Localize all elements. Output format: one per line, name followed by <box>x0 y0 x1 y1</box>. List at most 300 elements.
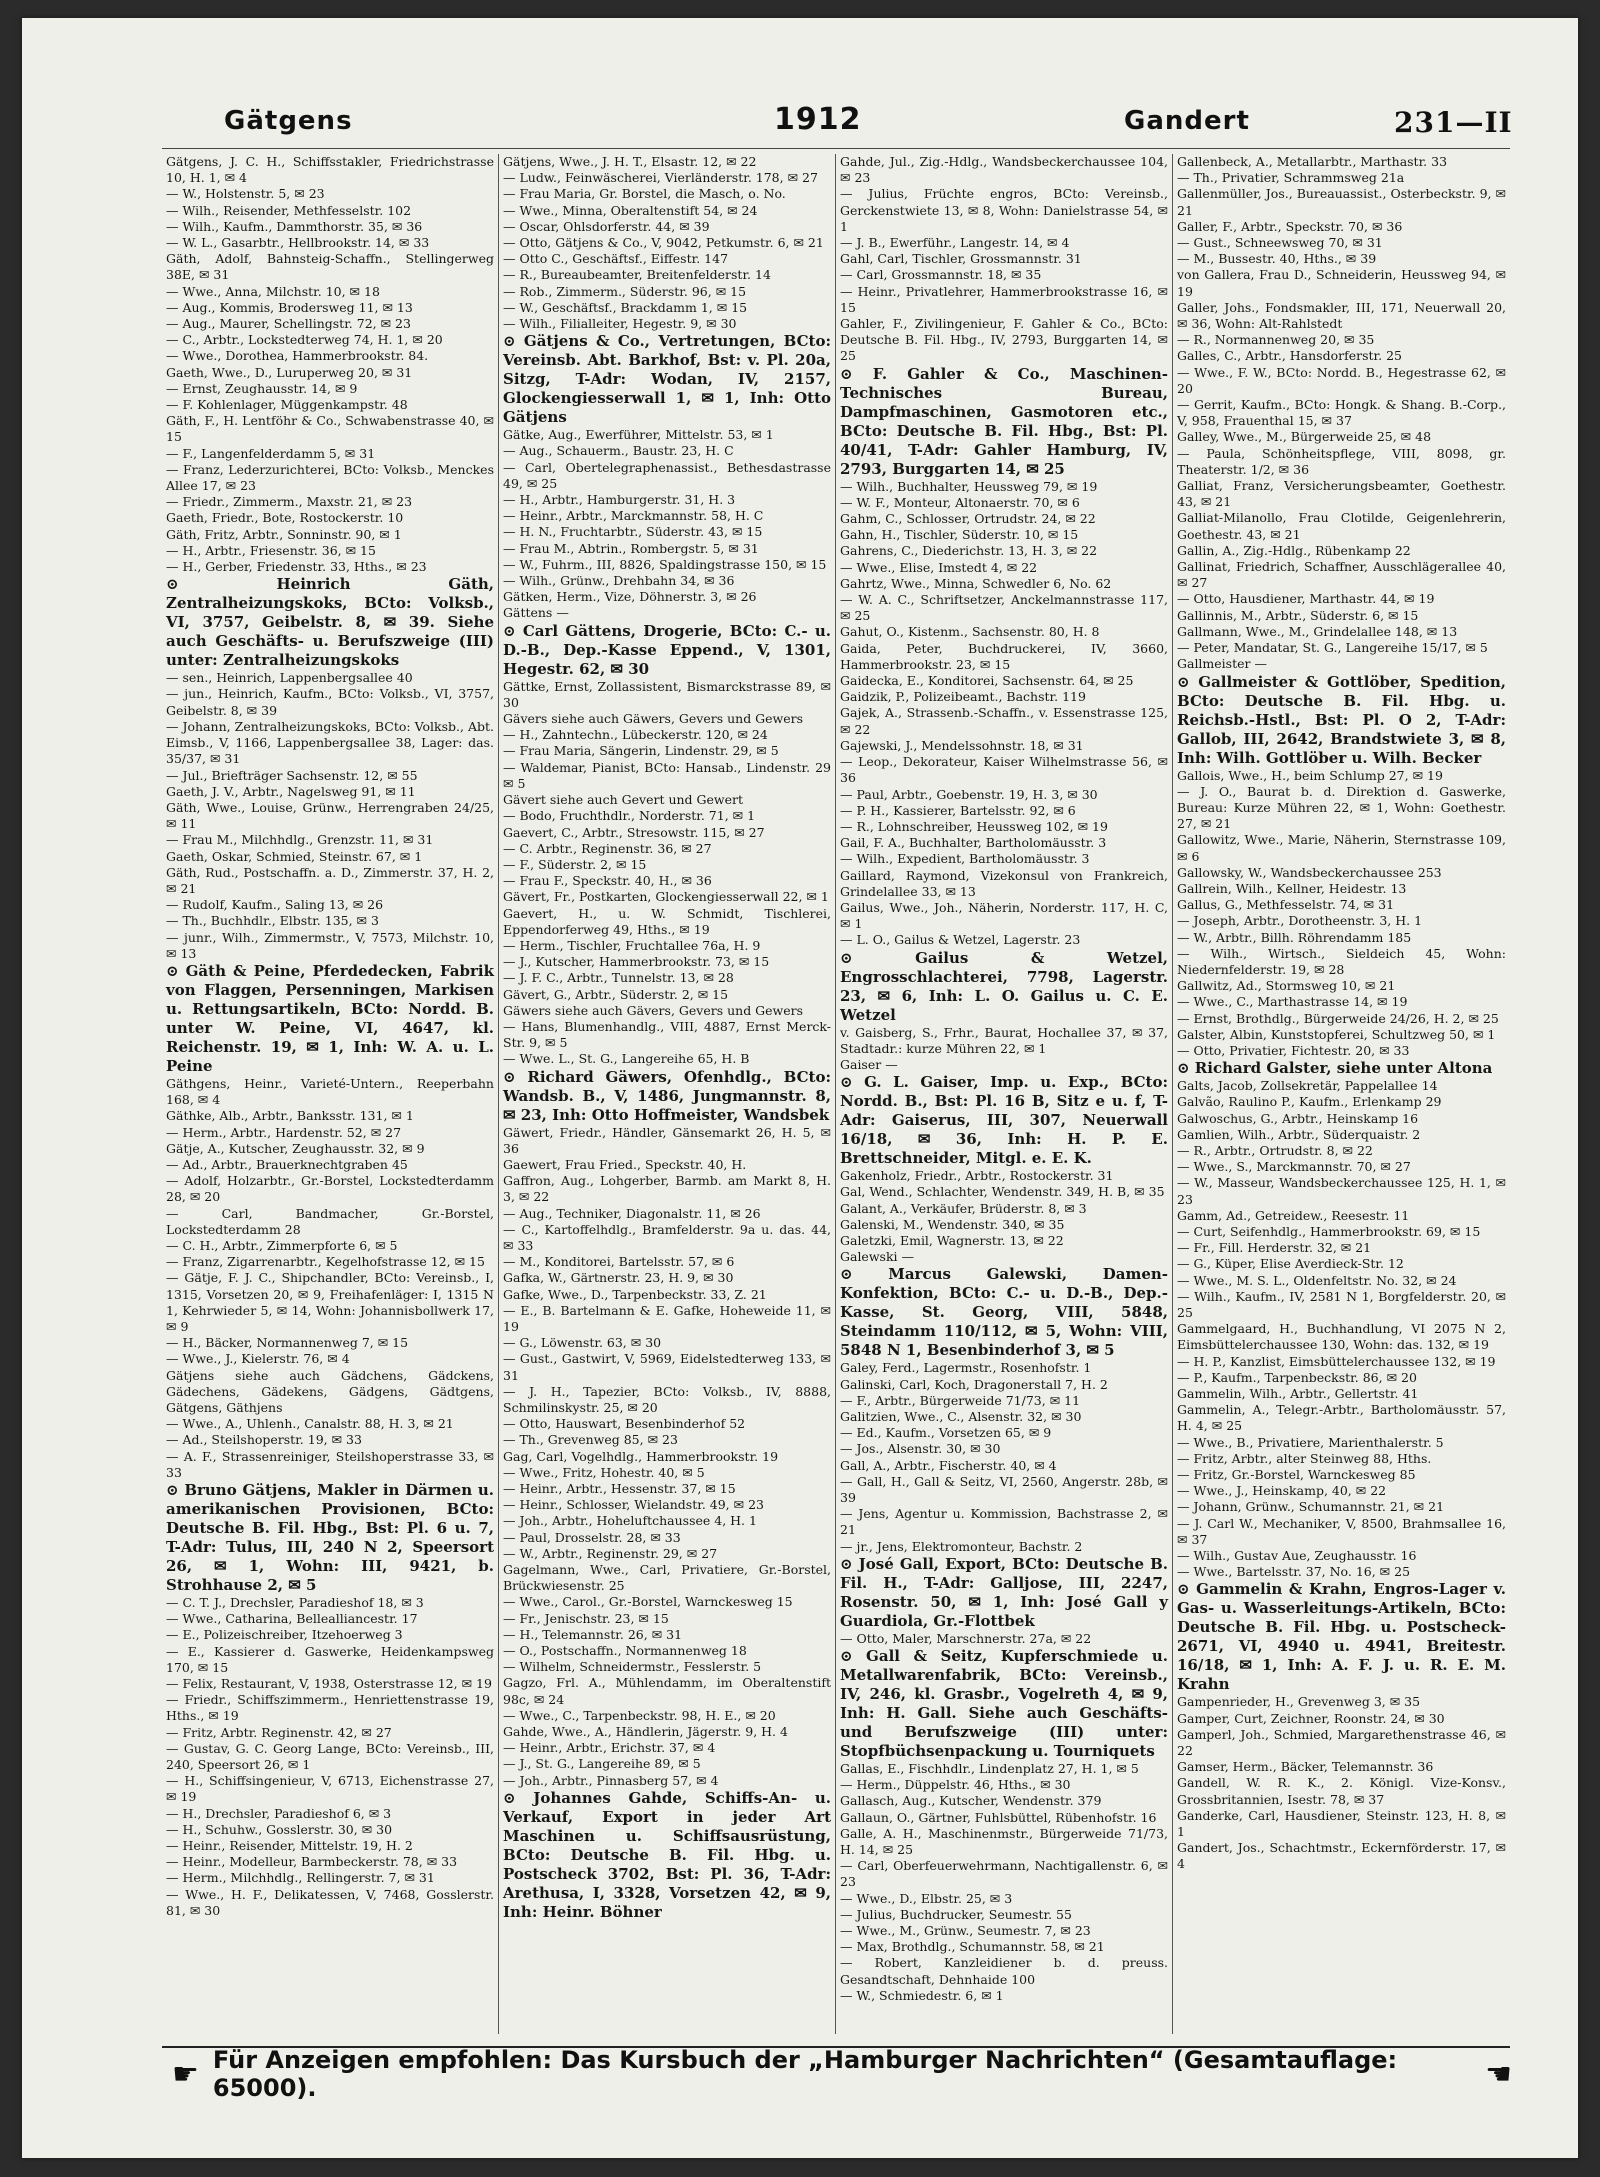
directory-entry: ⊙ Gätjens & Co., Vertretungen, BCto: Vereinsb. Abt. Barkhof, Bst: v. Pl. 20a, Sitzg, T-Adr: Wodan, IV, 2157, Glockengiesserwall 1, ✉ 1, Inh: Otto Gätjens <box>503 332 831 427</box>
directory-entry: Gaffron, Aug., Lohgerber, Barmb. am Markt 8, H. 3, ✉ 22 <box>503 1173 831 1205</box>
directory-entry: — H., Arbtr., Friesenstr. 36, ✉ 15 <box>166 542 376 558</box>
directory-entry: — H., Zahntechn., Lübeckerstr. 120, ✉ 24 <box>503 727 768 743</box>
directory-entry: — Wwe. L., St. G., Langereihe 65, H. B <box>503 1051 750 1067</box>
directory-entry: Gahrtz, Wwe., Minna, Schwedler 6, No. 62 <box>840 575 1112 591</box>
directory-entry: — Franz, Zigarrenarbtr., Kegelhofstrasse 12, ✉ 15 <box>166 1254 485 1270</box>
directory-entry: — Wilhelm, Schneidermstr., Fesslerstr. 5 <box>503 1659 762 1675</box>
directory-entry: — L. O., Gailus & Wetzel, Lagerstr. 23 <box>840 932 1081 948</box>
directory-entry: Gallus, G., Methfesselstr. 74, ✉ 31 <box>1177 897 1395 913</box>
directory-entry: Gäwers siehe auch Gävers, Gevers und Gewers <box>503 1002 804 1018</box>
header-left-word: Gätgens <box>224 106 353 136</box>
directory-entry: Gal, Wend., Schlachter, Wendenstr. 349, H. B, ✉ 35 <box>840 1184 1165 1200</box>
directory-entry: Gallas, E., Fischhdlr., Lindenplatz 27, H. 1, ✉ 5 <box>840 1761 1139 1776</box>
directory-entry: — Fritz, Arbtr. Reginenstr. 42, ✉ 27 <box>166 1724 392 1740</box>
directory-entry: ⊙ Carl Gättens, Drogerie, BCto: C.- u. D.-B., Dep.-Kasse Eppend., V, 1301, Hegestr. 62, ✉ 30 <box>503 621 831 678</box>
directory-entry: — Heinr., Arbtr., Hessenstr. 37, ✉ 15 <box>503 1481 736 1497</box>
directory-entry: — Wwe., C., Marthastrasse 14, ✉ 19 <box>1177 994 1408 1010</box>
directory-entry: ⊙ G. L. Gaiser, Imp. u. Exp., BCto: Nordd. B., Bst: Pl. 16 B, Sitz e u. f, T-Adr: Gaiserus, III, 307, Neuerwall 16/18, ✉ 36, Inh: H. P. E. Brettschneider, Mitgl. e. E. K. <box>840 1073 1168 1168</box>
footer-text: Für Anzeigen empfohlen: Das Kursbuch der „Hamburger Nachrichten“ (Gesamtauflage: 65000). <box>212 2046 1398 2102</box>
directory-entry: — Johann, Grünw., Schumannstr. 21, ✉ 21 <box>1177 1499 1445 1515</box>
directory-entry: — Otto, Hauswart, Besenbinderhof 52 <box>503 1416 746 1432</box>
directory-entry: — R., Normannenweg 20, ✉ 35 <box>1177 332 1375 348</box>
directory-entry: — Fr., Jenischstr. 23, ✉ 15 <box>503 1610 669 1626</box>
directory-entry: — M., Konditorei, Bartelsstr. 57, ✉ 6 <box>503 1254 735 1270</box>
directory-entry: — E., Polizeischreiber, Itzehoerweg 3 <box>166 1627 403 1643</box>
directory-entry: — Heinr., Arbtr., Marckmannstr. 58, H. C <box>503 508 764 524</box>
directory-entry: — Wwe., H. F., Delikatessen, V, 7468, Gosslerstr. 81, ✉ 30 <box>166 1886 494 1918</box>
directory-entry: — Wilh., Expedient, Bartholomäusstr. 3 <box>840 851 1090 867</box>
directory-entry: — Herm., Arbtr., Hardenstr. 52, ✉ 27 <box>166 1124 402 1140</box>
directory-entry: ⊙ Gäth & Peine, Pferdedecken, Fabrik von Flaggen, Persenningen, Markisen u. Rettungsartikeln, BCto: Nordd. B. unter W. Peine, VI, 4647, kl. Reichenstr. 19, ✉ 1, Inh: W. A. u. L. Peine <box>166 961 494 1075</box>
directory-entry: — Otto, Maler, Marschnerstr. 27a, ✉ 22 <box>840 1630 1092 1646</box>
directory-entry: Gahl, Carl, Tischler, Grossmannstr. 31 <box>840 251 1082 267</box>
directory-entry: Gäth, Wwe., Louise, Grünw., Herrengraben 24/25, ✉ 11 <box>166 799 494 832</box>
directory-entry: Gandell, W. R. K., 2. Königl. Vize-Konsv., Grossbritannien, Isestr. 78, ✉ 37 <box>1177 1775 1506 1807</box>
directory-entry: — P., Kaufm., Tarpenbeckstr. 86, ✉ 20 <box>1177 1369 1417 1385</box>
directory-entry: Gätjens siehe auch Gädchens, Gädckens, Gädechens, Gädekens, Gädgens, Gädtgens, Gätgens, Gäthjens <box>166 1367 494 1415</box>
page-header <box>134 100 1514 146</box>
directory-entry: — J., St. G., Langereihe 89, ✉ 5 <box>503 1756 701 1772</box>
directory-entry: ⊙ Bruno Gätjens, Makler in Därmen u. amerikanischen Provisionen, BCto: Deutsche B. Fil. Hbg., Bst: Pl. 6 u. 7, T-Adr: Tulus, III, 240 N 2, Speersort 26, ✉ 1, Wohn: III, 9421, b. Strohhause 2, ✉ 5 <box>166 1481 494 1595</box>
directory-entry: ⊙ Gall & Seitz, Kupferschmiede u. Metallwarenfabrik, BCto: Vereinsb., IV, 246, kl. Grasbr., Vogelreth 4, ✉ 9, Inh: H. Gall. Siehe auch Geschäfts- und Berufszweige (III) unter: Stopfbüchsenpackung u. Tourniquets <box>840 1647 1168 1760</box>
directory-entry: Gallinat, Friedrich, Schaffner, Ausschlägerallee 40, ✉ 27 <box>1177 559 1506 591</box>
directory-entry: Gallmann, Wwe., M., Grindelallee 148, ✉ 13 <box>1177 623 1458 639</box>
directory-entry: — F., Süderstr. 2, ✉ 15 <box>503 856 647 872</box>
directory-entry: von Gallera, Frau D., Schneiderin, Heussweg 94, ✉ 19 <box>1177 267 1506 299</box>
directory-entry: — Curt, Seifenhdlg., Hammerbrookstr. 69, ✉ 15 <box>1177 1223 1481 1239</box>
directory-entry: — Joh., Arbtr., Pinnasberg 57, ✉ 4 <box>503 1772 719 1788</box>
directory-entry: Gamser, Herm., Bäcker, Telemannstr. 36 <box>1177 1759 1434 1775</box>
directory-entry: Gallowsky, W., Wandsbeckerchaussee 253 <box>1177 864 1442 880</box>
directory-entry: — Jul., Briefträger Sachsenstr. 12, ✉ 55 <box>166 767 418 783</box>
directory-entry: — Wwe., A., Uhlenh., Canalstr. 88, H. 3, ✉ 21 <box>166 1416 454 1432</box>
directory-entry: — Wwe., B., Privatiere, Marienthalerstr. 5 <box>1177 1434 1444 1450</box>
directory-entry: — Joseph, Arbtr., Dorotheenstr. 3, H. 1 <box>1177 913 1423 929</box>
directory-entry: — Wwe., Catharina, Bellealliancestr. 17 <box>166 1611 418 1627</box>
directory-entry: Gallaun, O., Gärtner, Fuhlsbüttel, Rübenhofstr. 16 <box>840 1809 1157 1825</box>
directory-entry: — Adolf, Holzarbtr., Gr.-Borstel, Lockstedterdamm 28, ✉ 20 <box>166 1173 494 1205</box>
page-number: 231—II <box>1394 106 1513 139</box>
directory-entry: — Heinr., Arbtr., Erichstr. 37, ✉ 4 <box>503 1740 716 1756</box>
directory-entry: Galler, F., Arbtr., Speckstr. 70, ✉ 36 <box>1177 218 1403 234</box>
directory-entry: — Wwe., Anna, Milchstr. 10, ✉ 18 <box>166 283 380 299</box>
directory-entry: Gävert, G., Arbtr., Süderstr. 2, ✉ 15 <box>503 986 729 1002</box>
directory-entry: Galant, A., Verkäufer, Brüderstr. 8, ✉ 3 <box>840 1200 1087 1216</box>
directory-entry: — Wwe., D., Elbstr. 25, ✉ 3 <box>840 1890 1013 1906</box>
directory-entry: Gättke, Ernst, Zollassistent, Bismarckstrasse 89, ✉ 30 <box>503 678 831 710</box>
directory-entry: — Heinr., Privatlehrer, Hammerbrookstrasse 16, ✉ 15 <box>840 283 1168 315</box>
directory-entry: Gag, Carl, Vogelhdlg., Hammerbrookstr. 19 <box>503 1448 779 1464</box>
directory-entry: — H., Drechsler, Paradieshof 6, ✉ 3 <box>166 1805 392 1821</box>
directory-entry: Gamper, Curt, Zeichner, Roonstr. 24, ✉ 30 <box>1177 1710 1445 1726</box>
directory-entry: — H., Gerber, Friedenstr. 33, Hths., ✉ 23 <box>166 559 427 575</box>
directory-entry: — H. P., Kanzlist, Eimsbüttelerchaussee 132, ✉ 19 <box>1177 1353 1496 1369</box>
directory-entry: — Wwe., Fritz, Hohestr. 40, ✉ 5 <box>503 1464 705 1480</box>
directory-entry: Gäth, Fritz, Arbtr., Sonninstr. 90, ✉ 1 <box>166 526 402 542</box>
left-page-edge <box>0 0 22 2177</box>
pointing-hand-left-icon: ☚ <box>1485 2056 1512 2092</box>
directory-entry: Gaidzik, P., Polizeibeamt., Bachstr. 119 <box>840 689 1086 705</box>
directory-entry: — Ad., Steilshoperstr. 19, ✉ 33 <box>166 1432 362 1448</box>
directory-entry: — Wwe., C., Tarpenbeckstr. 98, H. E., ✉ 20 <box>503 1707 776 1723</box>
directory-entry: Gagzo, Frl. A., Mühlendamm, im Oberaltenstift 98c, ✉ 24 <box>503 1675 831 1707</box>
directory-entry: Gävert siehe auch Gevert und Gewert <box>503 792 743 808</box>
directory-entry: Gahut, O., Kistenm., Sachsenstr. 80, H. 8 <box>840 624 1100 640</box>
directory-entry: Gammelin, Wilh., Arbtr., Gellertstr. 41 <box>1177 1386 1419 1402</box>
directory-entry: — Peter, Mandatar, St. G., Langereihe 15/17, ✉ 5 <box>1177 640 1488 656</box>
directory-entry: — Otto, Hausdiener, Marthastr. 44, ✉ 19 <box>1177 591 1435 607</box>
directory-entry: — R., Arbtr., Ortrudstr. 8, ✉ 22 <box>1177 1142 1373 1158</box>
directory-entry: — E., Kassierer d. Gaswerke, Heidenkampsweg 170, ✉ 15 <box>166 1643 494 1675</box>
directory-entry: — F. Kohlenlager, Müggenkampstr. 48 <box>166 397 408 413</box>
directory-entry: Gajek, A., Strassenb.-Schaffn., v. Essenstrasse 125, ✉ 22 <box>840 705 1168 737</box>
directory-entry: Gättens — <box>503 605 569 621</box>
directory-entry: Gakenholz, Friedr., Arbtr., Rostockerstr. 31 <box>840 1168 1114 1184</box>
directory-entry: Gallmeister — <box>1177 656 1267 672</box>
directory-entry: Gaillard, Raymond, Vizekonsul von Frankreich, Grindelallee 33, ✉ 13 <box>840 867 1168 899</box>
directory-entry: Gamperl, Joh., Schmied, Margarethenstrasse 46, ✉ 22 <box>1177 1726 1506 1759</box>
directory-entry: Galles, C., Arbtr., Hansdorferstr. 25 <box>1177 348 1402 364</box>
directory-entry: Gäth, Rud., Postschaffn. a. D., Zimmerstr. 37, H. 2, ✉ 21 <box>166 864 494 896</box>
directory-entry: — J. B., Ewerführ., Langestr. 14, ✉ 4 <box>840 235 1070 251</box>
directory-entry: — Ernst, Zeughausstr. 14, ✉ 9 <box>166 380 358 396</box>
directory-entry: Gaeth, Friedr., Bote, Rostockerstr. 10 <box>166 510 404 526</box>
directory-entry: — F., Arbtr., Bürgerweide 71/73, ✉ 11 <box>840 1392 1081 1408</box>
directory-entry: — Friedr., Zimmerm., Maxstr. 21, ✉ 23 <box>166 494 413 510</box>
directory-entry: — J. H., Tapezier, BCto: Volksb., IV, 8888, Schmilinskystr. 25, ✉ 20 <box>503 1383 831 1415</box>
directory-entry: Gail, F. A., Buchhalter, Bartholomäusstr. 3 <box>840 835 1107 851</box>
directory-entry: — Otto, Gätjens & Co., V, 9042, Petkumstr. 6, ✉ 21 <box>503 235 824 251</box>
directory-entry: Galenski, M., Wendenstr. 340, ✉ 35 <box>840 1216 1065 1232</box>
directory-entry: — jr., Jens, Elektromonteur, Bachstr. 2 <box>840 1538 1083 1554</box>
directory-entry: — Gerrit, Kaufm., BCto: Hongk. & Shang. B.-Corp., V, 958, Frauenthal 15, ✉ 37 <box>1177 397 1506 429</box>
directory-entry: — G., Küper, Elise Averdieck-Str. 12 <box>1177 1256 1404 1272</box>
directory-entry: Galvão, Raulino P., Kaufm., Erlenkamp 29 <box>1177 1094 1442 1110</box>
directory-entry: Galler, Johs., Fondsmakler, III, 171, Neuerwall 20, ✉ 36, Wohn: Alt-Rahlstedt <box>1177 299 1506 332</box>
directory-entry: — Rob., Zimmerm., Süderstr. 96, ✉ 15 <box>503 283 747 299</box>
directory-columns <box>162 154 1510 2034</box>
directory-entry: Gaevert, H., u. W. Schmidt, Tischlerei, Eppendorferweg 49, Hths., ✉ 19 <box>503 905 831 937</box>
directory-entry: — Wilh., Gustav Aue, Zeughausstr. 16 <box>1177 1548 1417 1564</box>
footer-advert <box>172 2046 1512 2102</box>
directory-entry: — Frau M., Milchhdlg., Grenzstr. 11, ✉ 31 <box>166 832 434 848</box>
directory-entry: Gävers siehe auch Gäwers, Gevers und Gewers <box>503 711 804 727</box>
directory-entry: — Jos., Alsenstr. 30, ✉ 30 <box>840 1441 1001 1457</box>
directory-entry: — Wwe., Minna, Oberaltenstift 54, ✉ 24 <box>503 202 758 218</box>
directory-entry: — sen., Heinrich, Lappenbergsallee 40 <box>166 670 413 686</box>
directory-entry: — Wwe., S., Marckmannstr. 70, ✉ 27 <box>1177 1159 1411 1175</box>
directory-entry: — Herm., Milchhdlg., Rellingerstr. 7, ✉ 31 <box>166 1870 435 1886</box>
directory-entry: — Carl, Oberfeuerwehrmann, Nachtigallenstr. 6, ✉ 23 <box>840 1858 1168 1890</box>
directory-entry: — Frau Maria, Sängerin, Lindenstr. 29, ✉ 5 <box>503 743 779 759</box>
directory-entry: — R., Bureaubeamter, Breitenfelderstr. 14 <box>503 267 771 283</box>
directory-entry: Gahde, Jul., Zig.-Hdlg., Wandsbeckerchaussee 104, ✉ 23 <box>840 154 1168 186</box>
directory-entry: Gäthgens, Heinr., Varieté-Untern., Reeperbahn 168, ✉ 4 <box>166 1075 494 1108</box>
directory-entry: — C., Arbtr., Lockstedterweg 74, H. 1, ✉ 20 <box>166 332 443 348</box>
directory-entry: Gahler, F., Zivilingenieur, F. Gahler & Co., BCto: Deutsche B. Fil. Hbg., IV, 2793, Burggarten 14, ✉ 25 <box>840 316 1168 364</box>
directory-entry: Galley, Wwe., M., Bürgerweide 25, ✉ 48 <box>1177 429 1432 445</box>
column-3 <box>836 154 1173 2034</box>
directory-entry: Galetzki, Emil, Wagnerstr. 13, ✉ 22 <box>840 1232 1064 1248</box>
directory-entry: — Paul, Arbtr., Goebenstr. 19, H. 3, ✉ 30 <box>840 786 1098 802</box>
directory-entry: — W., Schmiedestr. 6, ✉ 1 <box>840 1987 1004 2003</box>
directory-entry: — Fritz, Gr.-Borstel, Warnckesweg 85 <box>1177 1467 1416 1483</box>
directory-entry: — H. N., Fruchtarbtr., Süderstr. 43, ✉ 15 <box>503 524 763 540</box>
directory-entry: Gäth, F., H. Lentföhr & Co., Schwabenstrasse 40, ✉ 15 <box>166 413 494 445</box>
directory-entry: — Aug., Maurer, Schellingstr. 72, ✉ 23 <box>166 316 411 332</box>
directory-entry: — Hans, Blumenhandlg., VIII, 4887, Ernst Merck-Str. 9, ✉ 5 <box>503 1018 831 1051</box>
directory-entry: ⊙ F. Gahler & Co., Maschinen-Technisches Bureau, Dampfmaschinen, Gasmotoren etc., BCto: Deutsche B. Fil. Hbg., Bst: Pl. 40/41, T-Adr: Gahler Hamburg, IV, 2793, Burggarten 14, ✉ 25 <box>840 364 1168 478</box>
directory-entry: Gaewert, Frau Fried., Speckstr. 40, H. <box>503 1156 747 1172</box>
directory-entry: — G., Löwenstr. 63, ✉ 30 <box>503 1335 662 1351</box>
directory-entry: — Gustav, G. C. Georg Lange, BCto: Vereinsb., III, 240, Speersort 26, ✉ 1 <box>166 1740 494 1773</box>
directory-entry: — Paul, Drosselstr. 28, ✉ 33 <box>503 1529 681 1545</box>
directory-entry: — Wilh., Kaufm., Dammthorstr. 35, ✉ 36 <box>166 218 423 234</box>
directory-entry: Galts, Jacob, Zollsekretär, Pappelallee 14 <box>1177 1078 1438 1094</box>
directory-entry: — Herm., Tischler, Fruchtallee 76a, H. 9 <box>503 937 761 953</box>
directory-entry: — Aug., Schauerm., Baustr. 23, H. C <box>503 443 734 459</box>
directory-entry: — W., Holstenstr. 5, ✉ 23 <box>166 186 325 202</box>
directory-entry: — Max, Brothdlg., Schumannstr. 58, ✉ 21 <box>840 1939 1105 1955</box>
directory-entry: — J. O., Baurat b. d. Direktion d. Gaswerke, Bureau: Kurze Mühren 22, ✉ 1, Wohn: Goethestr. 27, ✉ 21 <box>1177 783 1506 832</box>
directory-entry: — Carl, Obertelegraphenassist., Bethesdastrasse 49, ✉ 25 <box>503 459 831 491</box>
directory-entry: ⊙ José Gall, Export, BCto: Deutsche B. Fil. H., T-Adr: Galljose, III, 2247, Rosenstr. 50, ✉ 1, Inh: José Gall y Guardiola, Gr.-Flottbek <box>840 1554 1168 1630</box>
directory-entry: — Wilh., Wirtsch., Sieldeich 45, Wohn: Niedernfelderstr. 19, ✉ 28 <box>1177 945 1506 977</box>
directory-entry: — H., Bäcker, Normannenweg 7, ✉ 15 <box>166 1335 409 1351</box>
directory-entry: ⊙ Heinrich Gäth, Zentralheizungskoks, BCto: Volksb., VI, 3757, Geibelstr. 8, ✉ 39. Siehe auch Geschäfts- u. Berufszweige (III) unter: Zentralheizungskoks <box>166 575 494 670</box>
header-year: 1912 <box>774 102 862 137</box>
directory-entry: — Otto C., Geschäftsf., Eiffestr. 147 <box>503 251 729 267</box>
directory-entry: — Ernst, Brothdlg., Bürgerweide 24/26, H. 2, ✉ 25 <box>1177 1010 1499 1026</box>
directory-entry: Gaeth, Oskar, Schmied, Steinstr. 67, ✉ 1 <box>166 848 423 864</box>
directory-entry: Galewski — <box>840 1249 914 1265</box>
directory-entry: Galey, Ferd., Lagermstr., Rosenhofstr. 1 <box>840 1360 1092 1376</box>
directory-entry: — C. Arbtr., Reginenstr. 36, ✉ 27 <box>503 840 712 856</box>
directory-entry: — E., B. Bartelmann & E. Gafke, Hoheweide 11, ✉ 19 <box>503 1302 831 1334</box>
directory-entry: — O., Postschaffn., Normannenweg 18 <box>503 1643 747 1659</box>
directory-entry: — Th., Grevenweg 85, ✉ 23 <box>503 1432 678 1448</box>
directory-entry: Gahn, H., Tischler, Süderstr. 10, ✉ 15 <box>840 527 1079 543</box>
directory-entry: — W., Geschäftsf., Brackdamm 1, ✉ 15 <box>503 299 748 315</box>
directory-entry: — Felix, Restaurant, V, 1938, Osterstrasse 12, ✉ 19 <box>166 1676 492 1692</box>
directory-entry: Galinski, Carl, Koch, Dragonerstall 7, H. 2 <box>840 1376 1108 1392</box>
directory-entry: Gahrens, C., Diederichstr. 13, H. 3, ✉ 22 <box>840 543 1098 559</box>
directory-entry: — Herm., Düppelstr. 46, Hths., ✉ 30 <box>840 1777 1071 1793</box>
directory-entry: ⊙ Marcus Galewski, Damen-Konfektion, BCto: C.- u. D.-B., Dep.-Kasse, St. Georg, VIII, 5848, Steindamm 110/112, ✉ 5, Wohn: VIII, 5848 N 1, Besenbinderhof 3, ✉ 5 <box>840 1265 1168 1360</box>
directory-entry: — Frau F., Speckstr. 40, H., ✉ 36 <box>503 873 712 889</box>
directory-entry: — Gall, H., Gall & Seitz, VI, 2560, Angerstr. 28b, ✉ 39 <box>840 1473 1168 1505</box>
directory-entry: — jun., Heinrich, Kaufm., BCto: Volksb., VI, 3757, Geibelstr. 8, ✉ 39 <box>166 686 494 718</box>
directory-entry: — C. H., Arbtr., Zimmerpforte 6, ✉ 5 <box>166 1237 398 1253</box>
directory-entry: — Carl, Bandmacher, Gr.-Borstel, Lockstedterdamm 28 <box>166 1205 494 1237</box>
directory-entry: — Frau Maria, Gr. Borstel, die Masch, o. No. <box>503 186 786 202</box>
directory-entry: Gafka, W., Gärtnerstr. 23, H. 9, ✉ 30 <box>503 1270 734 1286</box>
directory-entry: Gailus, Wwe., Joh., Näherin, Norderstr. 117, H. C, ✉ 1 <box>840 899 1168 932</box>
directory-entry: Gampenrieder, H., Grevenweg 3, ✉ 35 <box>1177 1694 1421 1710</box>
directory-entry: Gamlien, Wilh., Arbtr., Süderquaistr. 2 <box>1177 1126 1421 1142</box>
header-right-word: Gandert <box>1124 106 1250 136</box>
directory-entry: — Carl, Grossmannstr. 18, ✉ 35 <box>840 267 1042 283</box>
directory-entry: — Wilh., Reisender, Methfesselstr. 102 <box>166 202 412 218</box>
directory-entry: — junr., Wilh., Zimmermstr., V, 7573, Milchstr. 10, ✉ 13 <box>166 929 494 961</box>
directory-entry: — J. F. C., Arbtr., Tunnelstr. 13, ✉ 28 <box>503 970 734 986</box>
directory-entry: Gätjens, Wwe., J. H. T., Elsastr. 12, ✉ 22 <box>503 154 757 169</box>
directory-entry: Gall, A., Arbtr., Fischerstr. 40, ✉ 4 <box>840 1457 1057 1473</box>
directory-entry: — H., Arbtr., Hamburgerstr. 31, H. 3 <box>503 492 736 508</box>
directory-entry: Gaevert, C., Arbtr., Stresowstr. 115, ✉ 27 <box>503 824 765 840</box>
column-2 <box>499 154 836 2034</box>
directory-entry: — P. H., Kassierer, Bartelsstr. 92, ✉ 6 <box>840 802 1076 818</box>
directory-entry: — W. F., Monteur, Altonaerstr. 70, ✉ 6 <box>840 494 1080 510</box>
directory-entry: — M., Bussestr. 40, Hths., ✉ 39 <box>1177 251 1377 267</box>
directory-entry: — Heinr., Reisender, Mittelstr. 19, H. 2 <box>166 1838 413 1854</box>
directory-entry: — Wwe., Carol., Gr.-Borstel, Warnckesweg 15 <box>503 1594 793 1610</box>
directory-entry: — W., Arbtr., Reginenstr. 29, ✉ 27 <box>503 1545 718 1561</box>
directory-entry: Gahm, C., Schlosser, Ortrudstr. 24, ✉ 22 <box>840 511 1096 527</box>
directory-entry: Gaeth, Wwe., D., Luruperweg 20, ✉ 31 <box>166 364 413 380</box>
directory-entry: — Paula, Schönheitspflege, VIII, 8098, gr. Theaterstr. 1/2, ✉ 36 <box>1177 445 1506 477</box>
directory-entry: — C., Kartoffelhdlg., Bramfelderstr. 9a u. das. 44, ✉ 33 <box>503 1221 831 1253</box>
header-rule <box>162 148 1510 149</box>
directory-entry: — H., Schuhw., Gosslerstr. 30, ✉ 30 <box>166 1821 393 1837</box>
directory-entry: — H., Telemannstr. 26, ✉ 31 <box>503 1626 683 1642</box>
directory-entry: Ganderke, Carl, Hausdiener, Steinstr. 123, H. 8, ✉ 1 <box>1177 1807 1506 1840</box>
directory-entry: — Gust., Schneewsweg 70, ✉ 31 <box>1177 235 1383 251</box>
directory-entry: — F., Langenfelderdamm 5, ✉ 31 <box>166 445 376 461</box>
directory-entry: Galle, A. H., Maschinenmstr., Bürgerweide 71/73, H. 14, ✉ 25 <box>840 1825 1168 1858</box>
directory-entry: — Waldemar, Pianist, BCto: Hansab., Lindenstr. 29 ✉ 5 <box>503 759 831 791</box>
directory-entry: — Wwe., J., Kielerstr. 76, ✉ 4 <box>166 1351 350 1367</box>
directory-entry: — Otto, Privatier, Fichtestr. 20, ✉ 33 <box>1177 1042 1410 1058</box>
directory-entry: Galster, Albin, Kunststopferei, Schultzweg 50, ✉ 1 <box>1177 1026 1496 1042</box>
directory-entry: — Robert, Kanzleidiener b. d. preuss. Gesandtschaft, Dehnhaide 100 <box>840 1955 1168 1987</box>
directory-entry: — Wilh., Grünw., Drehbahn 34, ✉ 36 <box>503 573 735 589</box>
directory-entry: — R., Lohnschreiber, Heussweg 102, ✉ 19 <box>840 818 1108 834</box>
directory-entry: — Aug., Techniker, Diagonalstr. 11, ✉ 26 <box>503 1205 761 1221</box>
directory-entry: — H., Schiffsingenieur, V, 6713, Eichenstrasse 27, ✉ 19 <box>166 1773 494 1805</box>
directory-entry: — Aug., Kommis, Brodersweg 11, ✉ 13 <box>166 299 413 315</box>
directory-entry: — Heinr., Schlosser, Wielandstr. 49, ✉ 23 <box>503 1497 764 1513</box>
directory-entry: — Leop., Dekorateur, Kaiser Wilhelmstrasse 56, ✉ 36 <box>840 754 1168 786</box>
directory-entry: Gamm, Ad., Getreidew., Reesestr. 11 <box>1177 1207 1410 1223</box>
directory-entry: Gallrein, Wilh., Kellner, Heidestr. 13 <box>1177 880 1407 896</box>
directory-entry: Gaida, Peter, Buchdruckerei, IV, 3660, Hammerbrookstr. 23, ✉ 15 <box>840 640 1168 672</box>
directory-entry: — Johann, Zentralheizungskoks, BCto: Volksb., Abt. Eimsb., V, 1166, Lappenbergsallee 38, Lager: das. 35/37, ✉ 31 <box>166 718 494 767</box>
directory-entry: Gahde, Wwe., A., Händlerin, Jägerstr. 9, H. 4 <box>503 1724 788 1740</box>
directory-entry: Gallenmüller, Jos., Bureauassist., Osterbeckstr. 9, ✉ 21 <box>1177 186 1506 218</box>
directory-entry: Gammelin, A., Telegr.-Arbtr., Bartholomäusstr. 57, H. 4, ✉ 25 <box>1177 1402 1506 1434</box>
directory-entry: v. Gaisberg, S., Frhr., Baurat, Hochallee 37, ✉ 37, Stadtadr.: kurze Mühren 22, ✉ 1 <box>840 1024 1168 1056</box>
directory-entry: Galitzien, Wwe., C., Alsenstr. 32, ✉ 30 <box>840 1408 1082 1424</box>
directory-entry: — Fr., Fill. Herderstr. 32, ✉ 21 <box>1177 1240 1372 1256</box>
directory-entry: ⊙ Gammelin & Krahn, Engros-Lager v. Gas- u. Wasserleitungs-Artikeln, BCto: Deutsche B. Fil. Hbg. u. Postscheck-2671, VI, 4940 u. 4941, Breitestr. 16/18, ✉ 1, Inh: A. F. J. u. R. E. M. Krahn <box>1177 1580 1506 1694</box>
directory-entry: Galliat-Milanollo, Frau Clotilde, Geigenlehrerin, Goethestr. 43, ✉ 21 <box>1177 510 1506 542</box>
directory-entry: Gallenbeck, A., Metallarbtr., Marthastr. 33 <box>1177 154 1448 169</box>
directory-entry: — Friedr., Schiffszimmerm., Henriettenstrasse 19, Hths., ✉ 19 <box>166 1692 494 1724</box>
directory-entry: Gäwert, Friedr., Händler, Gänsemarkt 26, H. 5, ✉ 36 <box>503 1124 831 1156</box>
directory-entry: Gaidecka, E., Konditorei, Sachsenstr. 64, ✉ 25 <box>840 673 1134 689</box>
directory-entry: Galliat, Franz, Versicherungsbeamter, Goethestr. 43, ✉ 21 <box>1177 478 1506 510</box>
directory-entry: — C. T. J., Drechsler, Paradieshof 18, ✉ 3 <box>166 1595 424 1611</box>
directory-entry: — Gust., Gastwirt, V, 5969, Eidelstedterweg 133, ✉ 31 <box>503 1351 831 1383</box>
directory-entry: — Franz, Lederzurichterei, BCto: Volksb., Menckes Allee 17, ✉ 23 <box>166 461 494 494</box>
directory-entry: — Jens, Agentur u. Kommission, Bachstrasse 2, ✉ 21 <box>840 1506 1168 1538</box>
directory-entry: — Wwe., M., Grünw., Seumestr. 7, ✉ 23 <box>840 1923 1091 1939</box>
directory-entry: Gandert, Jos., Schachtmstr., Eckernförderstr. 17, ✉ 4 <box>1177 1840 1506 1872</box>
column-1 <box>162 154 499 2034</box>
directory-entry: — Ed., Kaufm., Vorsetzen 65, ✉ 9 <box>840 1425 1052 1441</box>
directory-entry: Gätke, Aug., Ewerführer, Mittelstr. 53, ✉ 1 <box>503 427 774 443</box>
directory-entry: — Wwe., Dorothea, Hammerbrookstr. 84. <box>166 348 429 364</box>
directory-entry: Gallowitz, Wwe., Marie, Näherin, Sternstrasse 109, ✉ 6 <box>1177 832 1506 864</box>
directory-entry: — Frau M., Abtrin., Rombergstr. 5, ✉ 31 <box>503 540 759 556</box>
directory-entry: — J., Kutscher, Hammerbrookstr. 73, ✉ 15 <box>503 954 770 970</box>
directory-entry: — Heinr., Modelleur, Barmbeckerstr. 78, ✉ 33 <box>166 1854 458 1870</box>
directory-entry: — Julius, Früchte engros, BCto: Vereinsb., Gerckenstwiete 13, ✉ 8, Wohn: Danielstrasse 54, ✉ 1 <box>840 186 1168 234</box>
directory-entry: — W., Masseur, Wandsbeckerchaussee 125, H. 1, ✉ 23 <box>1177 1175 1506 1207</box>
directory-entry: — Julius, Buchdrucker, Seumestr. 55 <box>840 1906 1072 1922</box>
directory-entry: — Wwe., Elise, Imstedt 4, ✉ 22 <box>840 559 1038 575</box>
directory-entry: — Oscar, Ohlsdorferstr. 44, ✉ 39 <box>503 218 710 234</box>
directory-entry: — Th., Privatier, Schrammsweg 21a <box>1177 170 1405 186</box>
directory-entry: — Th., Buchhdlr., Elbstr. 135, ✉ 3 <box>166 913 379 929</box>
directory-entry: — Wwe., J., Heinskamp, 40, ✉ 22 <box>1177 1483 1387 1499</box>
directory-entry: Gammelgaard, H., Buchhandlung, VI 2075 N 2, Eimsbüttelerchaussee 130, Wohn: das. 132, ✉ 19 <box>1177 1321 1506 1353</box>
directory-entry: — Joh., Arbtr., Hoheluftchaussee 4, H. 1 <box>503 1513 757 1529</box>
directory-entry: — Wwe., F. W., BCto: Nordd. B., Hegestrasse 62, ✉ 20 <box>1177 364 1506 396</box>
directory-entry: Gäthke, Alb., Arbtr., Banksstr. 131, ✉ 1 <box>166 1108 414 1124</box>
directory-entry: Gaiser — <box>840 1056 898 1072</box>
directory-entry: ⊙ Gallmeister & Gottlöber, Spedition, BCto: Deutsche B. Fil. Hbg. u. Reichsb.-Hstl., Bst: Pl. O 2, T-Adr: Gallob, III, 2642, Brandstwiete 3, ✉ 8, Inh: Wilh. Gottlöber u. Wilh. Becker <box>1177 672 1506 767</box>
directory-entry: — Wwe., Bartelsstr. 37, No. 16, ✉ 25 <box>1177 1564 1411 1580</box>
directory-entry: Gaeth, J. V., Arbtr., Nagelsweg 91, ✉ 11 <box>166 783 416 799</box>
directory-entry: Galwoschus, G., Arbtr., Heinskamp 16 <box>1177 1110 1419 1126</box>
directory-entry: — Ad., Arbtr., Brauerknechtgraben 45 <box>166 1156 408 1172</box>
directory-entry: Gätken, Herm., Vize, Döhnerstr. 3, ✉ 26 <box>503 589 757 605</box>
directory-entry: Gävert, Fr., Postkarten, Glockengiesserwall 22, ✉ 1 <box>503 889 829 905</box>
directory-entry: — Ludw., Feinwäscherei, Vierländerstr. 178, ✉ 27 <box>503 170 818 186</box>
pointing-hand-icon: ☛ <box>172 2056 199 2092</box>
directory-entry: Gäth, Adolf, Bahnsteig-Schaffn., Stellingerweg 38E, ✉ 31 <box>166 251 494 283</box>
directory-entry: — A. F., Strassenreiniger, Steilshoperstrasse 33, ✉ 33 <box>166 1448 494 1480</box>
directory-entry: — W. L., Gasarbtr., Hellbrookstr. 14, ✉ 33 <box>166 235 430 251</box>
directory-entry: ⊙ Richard Gäwers, Ofenhdlg., BCto: Wandsb. B., V, 1486, Jungmannstr. 8, ✉ 23, Inh: Otto Hoffmeister, Wandsbek <box>503 1067 831 1124</box>
directory-entry: — Wilh., Filialleiter, Hegestr. 9, ✉ 30 <box>503 316 737 332</box>
directory-entry: — W. A. C., Schriftsetzer, Anckelmannstrasse 117, ✉ 25 <box>840 592 1168 624</box>
directory-entry: — J. Carl W., Mechaniker, V, 8500, Brahmsallee 16, ✉ 37 <box>1177 1515 1506 1547</box>
directory-entry: ⊙ Johannes Gahde, Schiffs-An- u. Verkauf, Export in jeder Art Maschinen u. Schiffsausrüstung, BCto: Deutsche B. Fil. Hbg. u. Postscheck 3702, Bst: Pl. 36, T-Adr: Arethusa, I, 3328, Vorsetzen 42, ✉ 9, Inh: Heinr. Böhner <box>503 1788 831 1921</box>
directory-entry: — Fritz, Arbtr., alter Steinweg 88, Hths. <box>1177 1450 1432 1466</box>
directory-entry: — Wwe., M. S. L., Oldenfeltstr. No. 32, ✉ 24 <box>1177 1272 1457 1288</box>
directory-entry: Gallasch, Aug., Kutscher, Wendenstr. 379 <box>840 1793 1102 1809</box>
directory-entry: Gallwitz, Ad., Stormsweg 10, ✉ 21 <box>1177 978 1396 994</box>
directory-entry: Gallin, A., Zig.-Hdlg., Rübenkamp 22 <box>1177 542 1411 558</box>
directory-entry: — W., Arbtr., Billh. Röhrendamm 185 <box>1177 929 1412 945</box>
directory-entry: ⊙ Richard Galster, siehe unter Altona <box>1177 1059 1493 1078</box>
directory-page <box>22 18 1578 2158</box>
directory-entry: — Wilh., Buchhalter, Heussweg 79, ✉ 19 <box>840 478 1098 494</box>
directory-entry: ⊙ Gailus & Wetzel, Engrosschlachterei, 7798, Lagerstr. 23, ✉ 6, Inh: L. O. Gailus u. C. E. Wetzel <box>840 948 1168 1024</box>
directory-entry: Gafke, Wwe., D., Tarpenbeckstr. 33, Z. 21 <box>503 1286 767 1302</box>
directory-entry: Gagelmann, Wwe., Carl, Privatiere, Gr.-Borstel, Brückwiesenstr. 25 <box>503 1562 831 1594</box>
column-4 <box>1173 154 1510 2034</box>
directory-entry: Gallinnis, M., Arbtr., Süderstr. 6, ✉ 15 <box>1177 607 1419 623</box>
directory-entry: — Wilh., Kaufm., IV, 2581 N 1, Borgfelderstr. 20, ✉ 25 <box>1177 1288 1506 1320</box>
directory-entry: — Gätje, F. J. C., Shipchandler, BCto: Vereinsb., I, 1315, Vorsetzen 20, ✉ 9, Freihafenläger: I, 1315 N 1, Kehrwieder 5, ✉ 14, Wohn: Johannisbollwerk 17, ✉ 9 <box>166 1270 494 1334</box>
directory-entry: — W., Fuhrm., III, 8826, Spaldingstrasse 150, ✉ 15 <box>503 556 827 572</box>
directory-entry: Gätgens, J. C. H., Schiffsstakler, Friedrichstrasse 10, H. 1, ✉ 4 <box>166 154 494 186</box>
directory-entry: Gallois, Wwe., H., beim Schlump 27, ✉ 19 <box>1177 767 1443 783</box>
